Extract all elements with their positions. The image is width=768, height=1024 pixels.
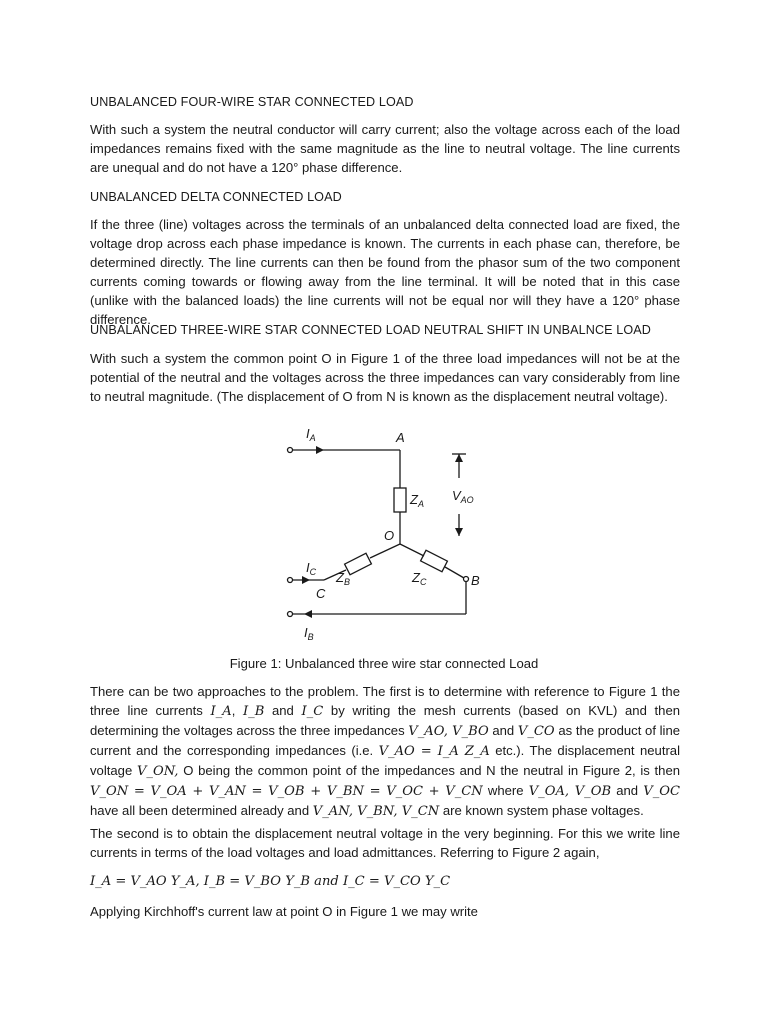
- label-ia: $I_A$: [306, 426, 316, 443]
- label-o: O: [384, 528, 395, 543]
- label-zb: $Z_B$: [336, 570, 350, 587]
- paragraph-second-approach: The second is to obtain the displacement neutral voltage in the very beginning. For this we write line currents in terms of the load voltages and load admittances. Referring to Figure 2 again,: [90, 826, 680, 860]
- star-load-circuit-diagram: [280, 418, 510, 643]
- heading-three-wire: UNBALANCED THREE-WIRE STAR CONNECTED LOAD NEUTRAL SHIFT IN UNBALNCE LOAD: [90, 323, 651, 337]
- paragraph-three-wire: With such a system the common point O in Figure 1 of the three load impedances will not be at the potential of the neutral and the voltages across the three impedances can vary considerably from line to neutral magnitude. (The displacement of O from N is known as the displacement neutral voltage).: [90, 351, 680, 404]
- label-zc: $Z_C$: [412, 570, 427, 587]
- figure-caption: Figure 1: Unbalanced three wire star connected Load: [229, 656, 539, 671]
- heading-delta: UNBALANCED DELTA CONNECTED LOAD: [90, 190, 342, 204]
- paragraph-kcl: Applying Kirchhoff's current law at point O in Figure 1 we may write: [90, 904, 478, 919]
- label-za: $Z_A$: [410, 492, 424, 509]
- heading-four-wire: UNBALANCED FOUR-WIRE STAR CONNECTED LOAD: [90, 95, 414, 109]
- label-ib: $I_B$: [304, 625, 314, 642]
- label-vao: $V_{AO}$: [452, 488, 474, 505]
- label-b: B: [471, 573, 480, 588]
- label-c: C: [316, 586, 326, 601]
- paragraph-delta: If the three (line) voltages across the terminals of an unbalanced delta connected load are fixed, the voltage drop across each phase impedance is known. The currents in each phase can, therefore, be determined directly. The line currents can then be found from the phasor sum of the two component currents coming towards or flowing away from the line terminal. It will be noted that in this case (unlike with the balanced loads) the line currents will not be equal nor will they have a 120° phase difference.: [90, 217, 680, 327]
- paragraph-four-wire: With such a system the neutral conductor will carry current; also the voltage across each of the load impedances remains fixed with the same magnitude as the line to neutral voltage. The line currents are unequal and do not have a 120° phase difference.: [90, 122, 680, 175]
- label-a: A: [396, 430, 405, 445]
- paragraph-approaches: There can be two approaches to the problem. The first is to determine with reference to Figure 1 the three line currents I_A, I_B and I_C by writing the mesh currents (based on KVL) and then determining the voltages across the three impedances V_AO, V_BO and V_CO as the product of line current and the corresponding impedances (i.e. V_AO = I_A Z_A etc.). The displacement neutral voltage V_ON, O being the common point of the impedances and N the neutral in Figure 2, is then V_ON = V_OA + V_AN = V_OB + V_BN = V_OC + V_CN where V_OA, V_OB and V_OC have all been determined already and V_AN, V_BN, V_CN are known system phase voltages.: [90, 684, 681, 819]
- label-ic: $I_C$: [306, 560, 317, 577]
- equation-line-currents: I_A = V_AO Y_A, I_B = V_BO Y_B and I_C = V_CO Y_C: [90, 874, 451, 889]
